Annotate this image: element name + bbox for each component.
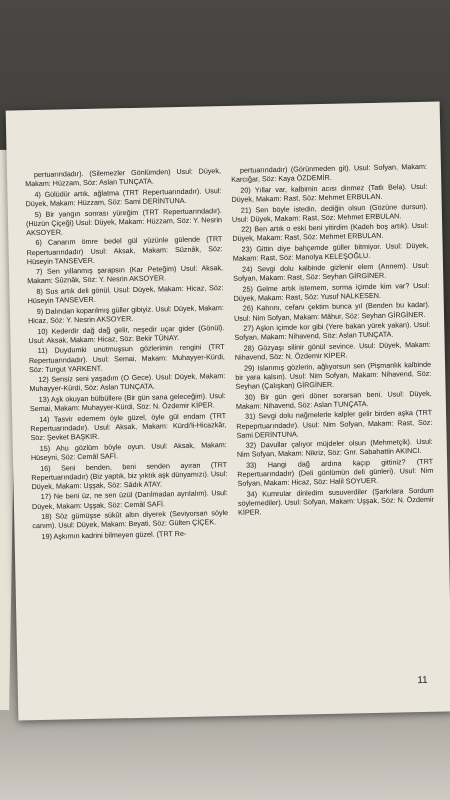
song-entry: 8) Sus artık deli gönül. Usul: Düyek, Makam: Hicaz, Söz: Hüseyin TANSEVER. bbox=[27, 283, 224, 306]
right-column bbox=[231, 162, 438, 696]
song-entry: 15) Ahu gözlüm böyle oyun. Usul: Aksak, Makam: Hüseyni, Söz: Cemâl SAFİ. bbox=[30, 439, 227, 463]
page-number: 11 bbox=[417, 674, 428, 687]
song-entry: 10) Kederdir dağ dağ gelir, neşedir uçar gider (Gönül). Usul: Aksak, Makam: Hicaz, Söz: Bekir TÜNAY. bbox=[28, 322, 225, 345]
song-entry: 6) Canarım ömre bedel gül yüzünle gülende (TRT Repertuarındadır) Usul: Aksak, Makam: Sûznâk, Söz: Hüseyin TANSEVER. bbox=[26, 234, 223, 266]
song-entry: 9) Dalından koparılmış güller gibiyiz. Usul: Düyek, Makam: Hicaz, Söz: Y. Nesrin AKSOYER. bbox=[27, 302, 224, 326]
song-entry: 28) Gözyaşı silinir gönül sevince. Usul: Düyek, Makam: Nihavend, Söz: N. Özdemir KİPER. bbox=[234, 339, 431, 362]
song-entry: pertuarındadır) (Görünmeden git). Usul: Sofyan, Makam: Karcığar, Söz: Kaya ÖZDEMİR. bbox=[231, 161, 428, 184]
song-entry: 24) Sevgi dolu kalbinde gizlenir elem (Annem). Usul: Sofyan, Makam: Rast, Söz: Seyhan GİRGİNER. bbox=[233, 260, 430, 283]
song-entry: 23) Gittin diye bahçemde güller bitmiyor. Usul: Düyek, Makam: Rast, Söz: Manolya KELEŞOĞLU. bbox=[232, 240, 429, 264]
song-entry: 30) Bir gün geri döner sorarsan beni. Usul: Düyek, Makam: Nihavend, Söz: Aslan TUNÇATA. bbox=[235, 388, 432, 411]
song-entry: 27) Aşkın içimde kor gibi (Yere bakan yürek yakan). Usul: Sofyan, Makam: Nihavend, Söz: Aslan TUNÇATA. bbox=[234, 320, 431, 343]
song-entry: 29) Islanmış gözlerin, ağlıyorsun sen (Pişmanlık kalbinde bir yara kalsın). Usul: Nim Sofyan, Makam: Nihavend, Söz: Seyhan (Çalışkan) GİRGİNER. bbox=[235, 359, 432, 391]
song-entry: 26) Kahrını, cefanı çektim bunca yıl (Benden bu kadar). Usul: Nim Sofyan, Makam: Mâhur, Söz: Seyhan GİRGİNER. bbox=[233, 300, 430, 323]
song-entry: 12) Sensiz seni yaşadım (O Gece). Usul: Düyek, Makam: Muhayyer-Kürdi, Söz: Aslan TUNÇATA. bbox=[29, 371, 226, 394]
song-entry: 13) Aşk okuyan bülbüllere (Bir gün sana geleceğim). Usul: Semai, Makam: Muhayyer-Kürdi, Söz: N. Özdemir KİPER. bbox=[29, 391, 226, 414]
song-entry: 21) Sen böyle istedin, dediğin olsun (Gözüne dursun). Usul: Düyek, Makam: Rast, Söz: Mehmet ERBULAN. bbox=[231, 201, 428, 224]
song-entry: 19) Aşkımın kadrini bilmeyen güzel. (TRT Re- bbox=[41, 528, 187, 541]
song-entry: 5) Bir yangın sonrası yüreğim (TRT Repertuarındadır). (Hüzün Çiçeği) Usul: Düyek, Makam: Hüzzam, Söz: Y. Nesrin AKSOYER. bbox=[25, 205, 223, 237]
song-entry: 16) Seni benden, beni senden ayıran (TRT Repertuarındadır) (Biz yaptık, biz yıktık aşk dünyamızı). Usul: Düyek, Makam: Uşşak, Söz: Sâdık ATAY. bbox=[31, 459, 228, 491]
song-entry: 32) Davullar çalıyor müjdeler olsun (Mehmetçik). Usul: Nim Sofyan, Makam: Nikriz, Söz: Gnr. Sabahattin AKINCI. bbox=[236, 437, 433, 460]
song-entry: 33) Hangi dağ ardına kaçıp gittiniz? (TRT Repertuarındadır) (Deli gönlümün deli günleri). Usul: Nim Sofyan, Makam: Hicaz, Söz: Halil SOYUER. bbox=[237, 456, 434, 489]
song-entry: 18) Söz gümüşse sükût altın diyerek (Seviyorsan söyle canım). Usul: Düyek, Makam: Beyati, Söz: Gülten ÇİÇEK. bbox=[32, 508, 229, 531]
song-entry: 14) Tasvir edemem öyle güzel, öyle gül endam (TRT Repertuarındadır). Usul: Aksak, Makam: Kürdi'li-Hicazkâr, Söz: Şevket BAŞKIR. bbox=[30, 410, 227, 443]
book-page bbox=[6, 102, 450, 721]
song-entry: 34) Kumrular dinledim susuverdiler (Şarkılara Sordum söylemediler). Usul: Sofyan, Makam: Uşşak, Söz: N. Özdemir KİPER. bbox=[237, 485, 434, 518]
song-entry: 20) Yıllar var, kalbimin acısı dinmez (Tatlı Bela). Usul: Düyek, Makam: Rast, Söz: Mehmet ERBULAN. bbox=[231, 181, 428, 204]
left-column bbox=[25, 166, 232, 700]
song-entry: pertuarındadır). (Silemezler Gönlümden) Usul: Düyek, Makam: Hüzzam, Söz: Aslan TUNÇATA. bbox=[25, 166, 222, 189]
song-entry: 31) Sevgi dolu nağmelerle kalpler gelir birden aşka (TRT Repeprtuarındadır). Usul: Nim Sofyan, Makam: Rast, Söz: Sami DERİNTUNA. bbox=[236, 408, 433, 440]
song-entry: 22) Ben artık o eski beni yitirdim (Kadeh boş artık). Usul: Düyek, Makam: Rast, Söz: Mehmet ERBULAN. bbox=[232, 221, 429, 244]
text-columns bbox=[25, 162, 438, 700]
song-entry: 7) Sen yıllanmış şarapsın (Kar Peteğim) Usul: Aksak, Makam: Sûznâk, Söz: Y. Nesrin AKSOYER. bbox=[27, 263, 224, 286]
song-entry: 4) Gülüdür artık, ağlatma (TRT Repertuarındadır). Usul: Düyek, Makam: Hüzzam, Söz: Sami DERİNTUNA. bbox=[25, 185, 222, 209]
song-entry: 11) Duydumki unutmuşsun gözlerimin rengini (TRT Repertuarındadır). Usul: Semai, Makam: Muhayyer-Kürdi, Söz: Turgut YARKENT. bbox=[28, 342, 225, 374]
song-entry: 17) Ne beni üz, ne sen üzül (Darılmadan ayrılalım). Usul: Düyek, Makam: Uşşak, Söz: Cemâl SAFİ. bbox=[31, 488, 228, 511]
song-entry: 25) Gelme artık istemem, sorma içimde kim var? Usul: Düyek, Makam: Rast, Söz: Yusuf NALKESEN. bbox=[233, 280, 430, 303]
